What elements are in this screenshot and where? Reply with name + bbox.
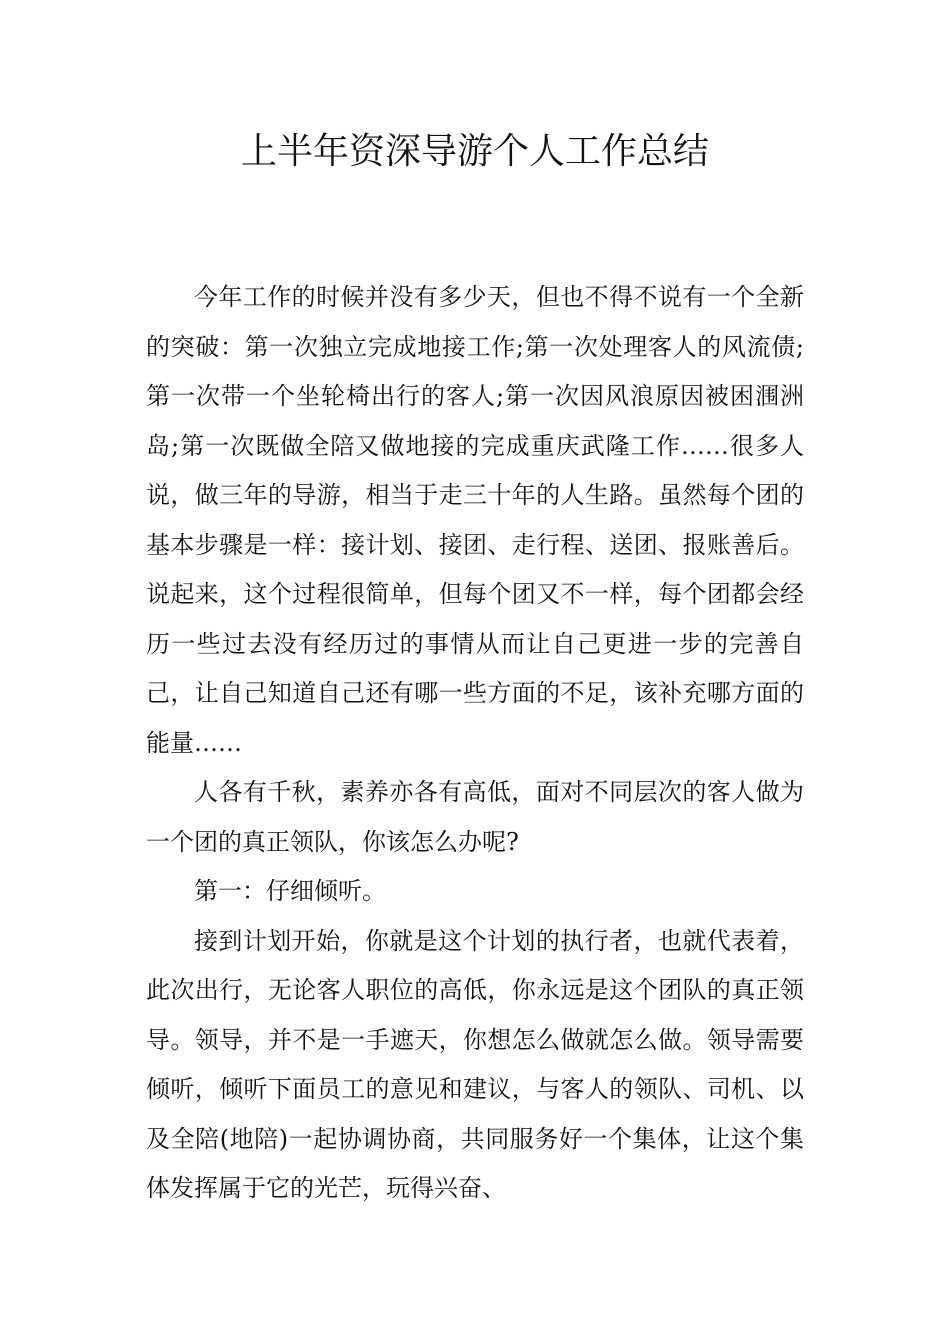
paragraph-intro: 今年工作的时候并没有多少天，但也不得不说有一个全新的突破：第一次独立完成地接工作;第一次处理客人的风流债;第一次带一个坐轮椅出行的客人;第一次因风浪原因被困涠洲岛;第一次既做全陪又做地接的完成重庆武隆工作……很多人说，做三年的导游，相当于走三十年的人生路。虽然每个团的基本步骤是一样：接计划、接团、走行程、送团、报账善后。说起来，这个过程很简单，但每个团又不一样，每个团都会经历一些过去没有经历过的事情从而让自己更进一步的完善自己，让自己知道自己还有哪一些方面的不足，该补充哪方面的能量…… xyxy=(146,283,804,757)
document-title: 上半年资深导游个人工作总结 xyxy=(240,131,709,172)
paragraph-question: 人各有千秋，素养亦各有高低，面对不同层次的客人做为一个团的真正领队，你该怎么办呢? xyxy=(146,778,804,856)
document-body xyxy=(146,273,804,1214)
paragraph-listening: 接到计划开始，你就是这个计划的执行者，也就代表着，此次出行，无论客人职位的高低，你永远是这个团队的真正领导。领导，并不是一手遮天，你想怎么做就怎么做。领导需要倾听，倾听下面员工的意见和建议，与客人的领队、司机、以及全陪(地陪)一起协调协商，共同服务好一个集体，让这个集体发挥属于它的光芒，玩得兴奋、 xyxy=(146,926,804,1202)
paragraph-heading-first: 第一：仔细倾听。 xyxy=(194,877,386,905)
